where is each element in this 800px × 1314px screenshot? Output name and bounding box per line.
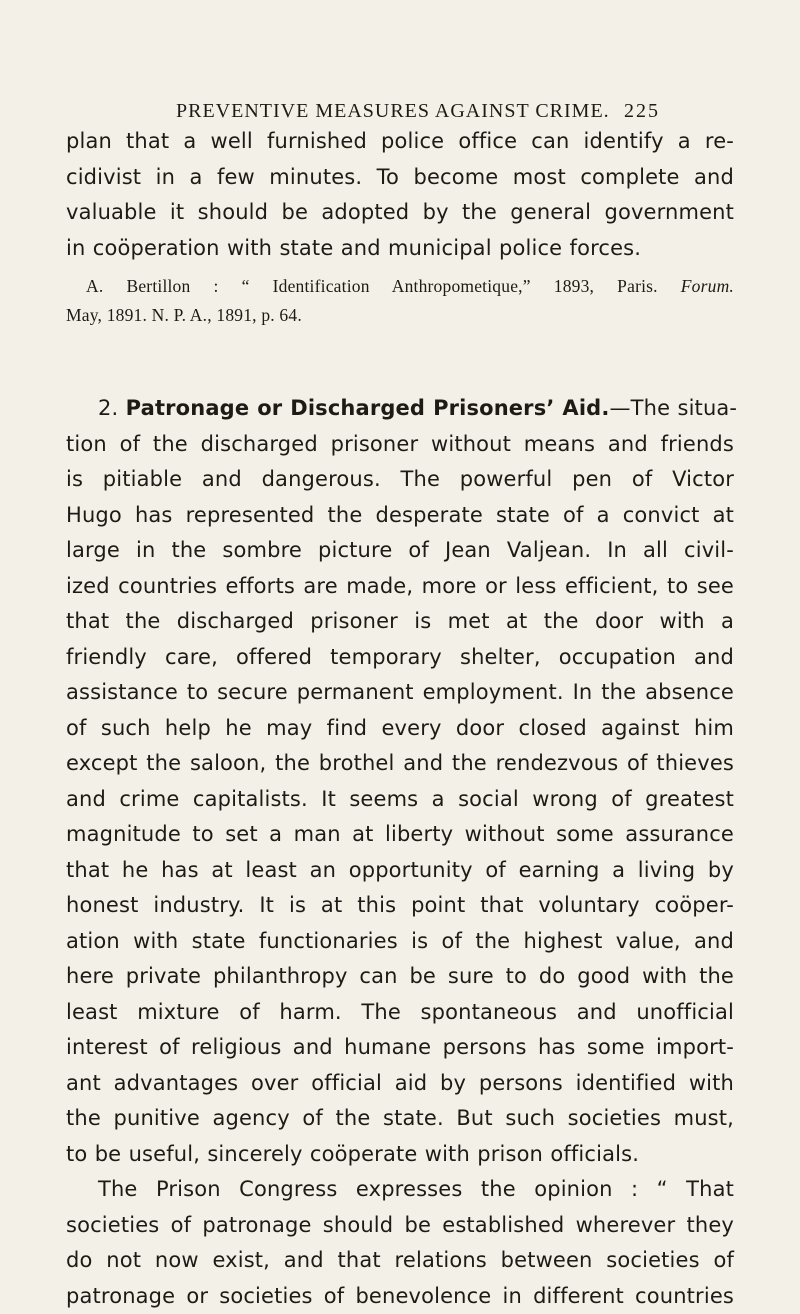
text-line: interest of religious and humane persons has some import- <box>66 1030 734 1066</box>
text-line: of such help he may find every door closed against him <box>66 711 734 747</box>
section-heading: Patronage or Discharged Prisoners’ Aid. <box>126 396 610 420</box>
running-head-title: PREVENTIVE MEASURES AGAINST CRIME. <box>176 100 610 123</box>
section-heading-line <box>66 391 734 427</box>
paragraph-1 <box>66 124 734 266</box>
text-line: assistance to secure permanent employment. In the absence <box>66 675 734 711</box>
text-line: honest industry. It is at this point that voluntary coöper- <box>66 888 734 924</box>
page-number: 225 <box>624 100 660 123</box>
text-line: friendly care, offered temporary shelter, occupation and <box>66 640 734 676</box>
text-line: ized countries efforts are made, more or less efficient, to see <box>66 569 734 605</box>
citation-text: A. Bertillon : “ Identification Anthropometique,” 1893, Paris. <box>86 276 658 296</box>
text-line: magnitude to set a man at liberty without some assurance <box>66 817 734 853</box>
citation-line <box>66 272 734 301</box>
text-line: in coöperation with state and municipal police forces. <box>66 231 734 267</box>
text-line: do not now exist, and that relations between societies of <box>66 1243 734 1279</box>
text-line: plan that a well furnished police office can identify a re- <box>66 124 734 160</box>
text-line: valuable it should be adopted by the general government <box>66 195 734 231</box>
text-line: tion of the discharged prisoner without means and friends <box>66 427 734 463</box>
section-heading-tail: —The situa- <box>610 396 738 420</box>
text-line: and crime capitalists. It seems a social wrong of greatest <box>66 782 734 818</box>
section-number: 2. <box>98 396 118 420</box>
text-line: large in the sombre picture of Jean Valjean. In all civil- <box>66 533 734 569</box>
text-line: to be useful, sincerely coöperate with prison officials. <box>66 1137 734 1173</box>
citation-journal: Forum. <box>681 276 734 296</box>
text-line: The Prison Congress expresses the opinion : “ That <box>66 1172 734 1208</box>
text-line: is pitiable and dangerous. The powerful pen of Victor <box>66 462 734 498</box>
text-line: Hugo has represented the desperate state of a convict at <box>66 498 734 534</box>
text-line: patronage or societies of benevolence in different countries <box>66 1279 734 1314</box>
text-line: here private philanthropy can be sure to do good with the <box>66 959 734 995</box>
text-line: least mixture of harm. The spontaneous and unofficial <box>66 995 734 1031</box>
text-line: societies of patronage should be established wherever they <box>66 1208 734 1244</box>
text-line: the punitive agency of the state. But such societies must, <box>66 1101 734 1137</box>
paragraph-2 <box>66 391 734 1314</box>
text-line: that he has at least an opportunity of earning a living by <box>66 853 734 889</box>
text-line: ation with state functionaries is of the highest value, and <box>66 924 734 960</box>
text-line: cidivist in a few minutes. To become most complete and <box>66 160 734 196</box>
text-line: except the saloon, the brothel and the rendezvous of thieves <box>66 746 734 782</box>
text-line: ant advantages over official aid by persons identified with <box>66 1066 734 1102</box>
text-line: that the discharged prisoner is met at the door with a <box>66 604 734 640</box>
citation <box>66 272 734 330</box>
citation-line: May, 1891. N. P. A., 1891, p. 64. <box>66 301 734 330</box>
